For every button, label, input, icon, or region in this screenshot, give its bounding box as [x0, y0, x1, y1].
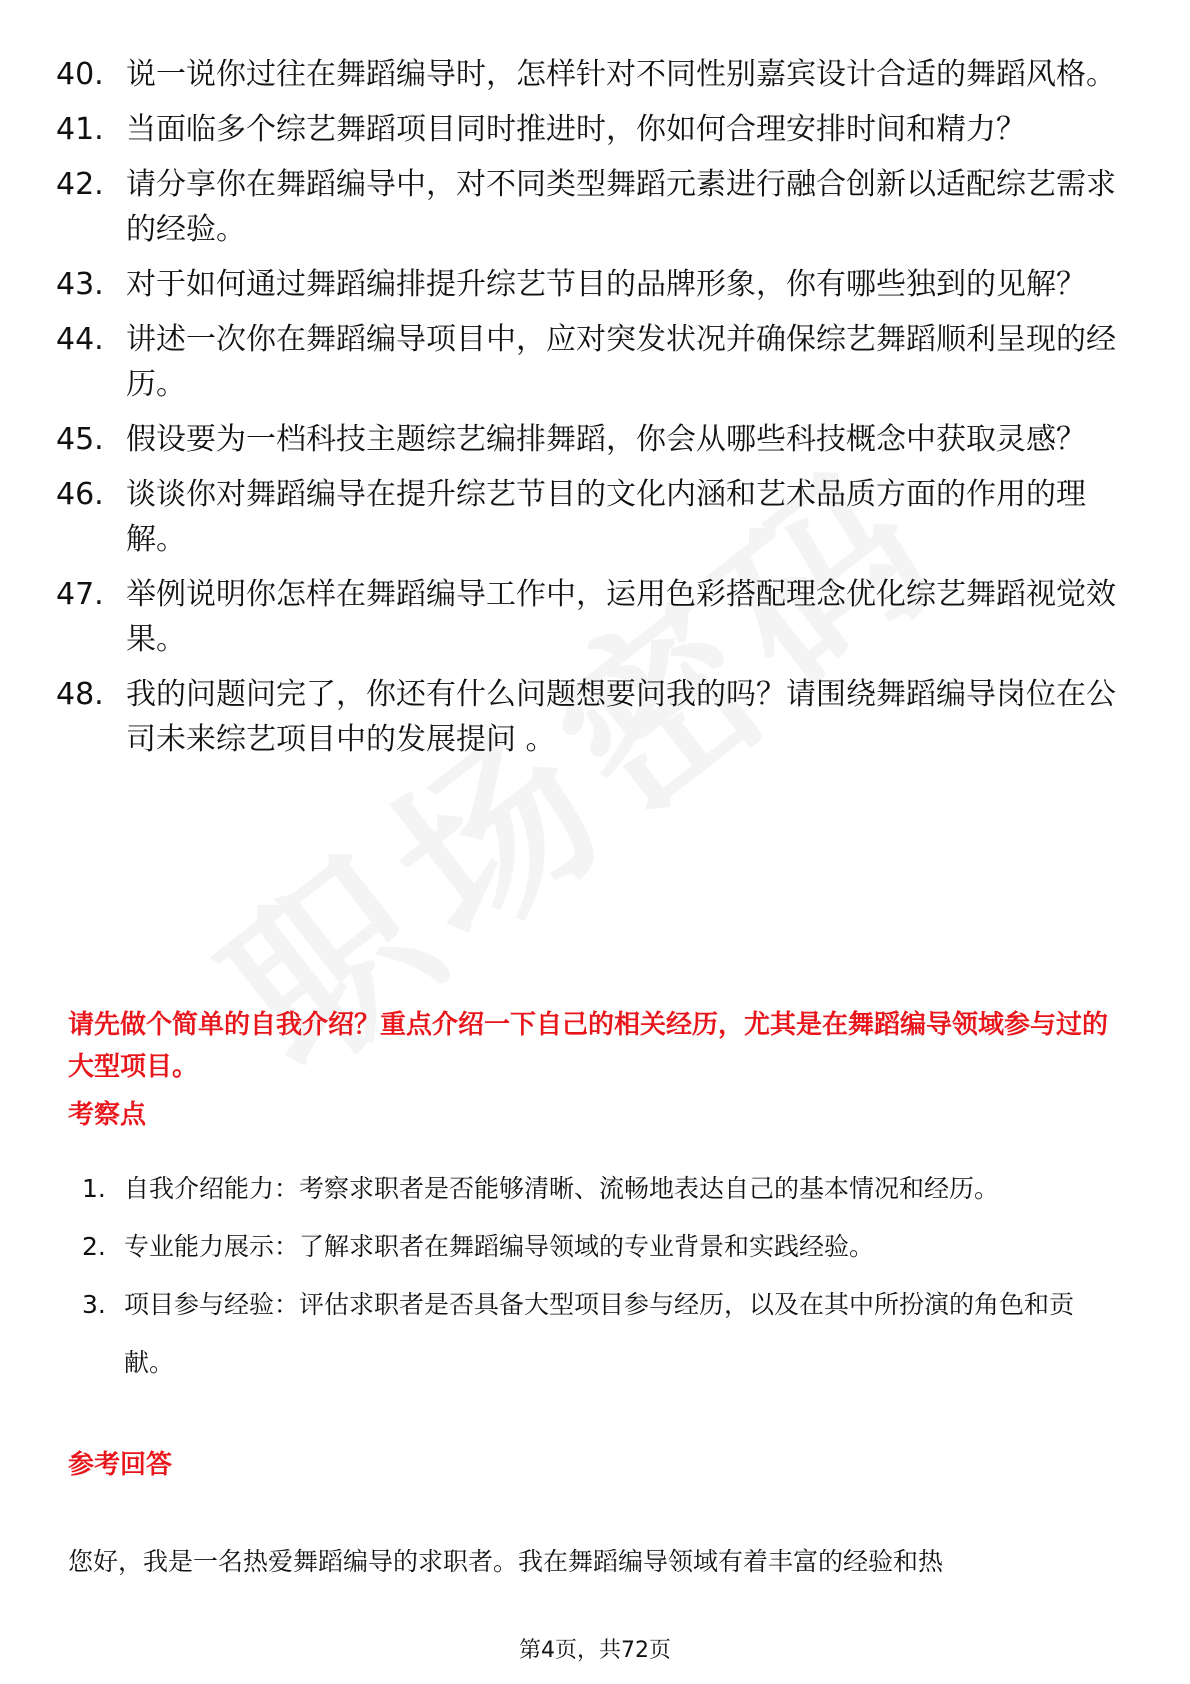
answer-heading: 参考回答 — [68, 1450, 173, 1480]
section-question: 请先做个简单的自我介绍？重点介绍一下自己的相关经历，尤其是在舞蹈编导领域参与过的大型项目。 — [68, 1010, 1109, 1082]
answer-text: 您好，我是一名热爱舞蹈编导的求职者。我在舞蹈编导领域有着丰富的经验和热 — [68, 1547, 944, 1576]
question-item — [56, 52, 1116, 97]
question-text: 当面临多个综艺舞蹈项目同时推进时，你如何合理安排时间和精力？ — [126, 112, 1026, 147]
point-item — [82, 1276, 1122, 1392]
points-list — [82, 1160, 1122, 1392]
point-text: 自我介绍能力：考察求职者是否能够清晰、流畅地表达自己的基本情况和经历。 — [124, 1174, 1000, 1203]
question-number: 48. — [56, 677, 104, 712]
question-item — [56, 417, 1116, 462]
question-number: 42. — [56, 167, 104, 202]
question-text: 假设要为一档科技主题综艺编排舞蹈，你会从哪些科技概念中获取灵感？ — [126, 422, 1086, 457]
question-text: 请分享你在舞蹈编导中，对不同类型舞蹈元素进行融合创新以适配综艺需求的经验。 — [126, 167, 1116, 247]
question-item — [56, 317, 1116, 407]
question-text: 讲述一次你在舞蹈编导项目中，应对突发状况并确保综艺舞蹈顺利呈现的经历。 — [126, 322, 1116, 402]
point-text: 专业能力展示：了解求职者在舞蹈编导领域的专业背景和实践经验。 — [124, 1232, 875, 1261]
question-number: 44. — [56, 322, 104, 357]
question-item — [56, 107, 1116, 152]
question-text: 举例说明你怎样在舞蹈编导工作中，运用色彩搭配理念优化综艺舞蹈视觉效果。 — [126, 577, 1116, 657]
point-item — [82, 1218, 1122, 1276]
question-text: 说一说你过往在舞蹈编导时，怎样针对不同性别嘉宾设计合适的舞蹈风格。 — [126, 57, 1116, 92]
question-text: 谈谈你对舞蹈编导在提升综艺节目的文化内涵和艺术品质方面的作用的理解。 — [126, 477, 1086, 557]
point-number: 2. — [82, 1232, 106, 1261]
point-number: 1. — [82, 1174, 106, 1203]
point-number: 3. — [82, 1290, 106, 1319]
point-item — [82, 1160, 1122, 1218]
question-item — [56, 162, 1116, 252]
question-item — [56, 262, 1116, 307]
question-item — [56, 672, 1116, 762]
question-number: 46. — [56, 477, 104, 512]
question-number: 41. — [56, 112, 104, 147]
question-number: 45. — [56, 422, 104, 457]
points-heading: 考察点 — [68, 1100, 147, 1130]
question-number: 47. — [56, 577, 104, 612]
question-number: 40. — [56, 57, 104, 92]
point-text: 项目参与经验：评估求职者是否具备大型项目参与经历，以及在其中所扮演的角色和贡献。 — [124, 1290, 1075, 1377]
question-list — [56, 52, 1116, 772]
page-footer: 第4页，共72页 — [519, 1638, 671, 1663]
question-number: 43. — [56, 267, 104, 302]
question-text: 我的问题问完了，你还有什么问题想要问我的吗？请围绕舞蹈编导岗位在公司未来综艺项目中的发展提问 。 — [126, 677, 1116, 757]
question-item — [56, 472, 1116, 562]
question-item — [56, 572, 1116, 662]
question-text: 对于如何通过舞蹈编排提升综艺节目的品牌形象，你有哪些独到的见解？ — [126, 267, 1086, 302]
